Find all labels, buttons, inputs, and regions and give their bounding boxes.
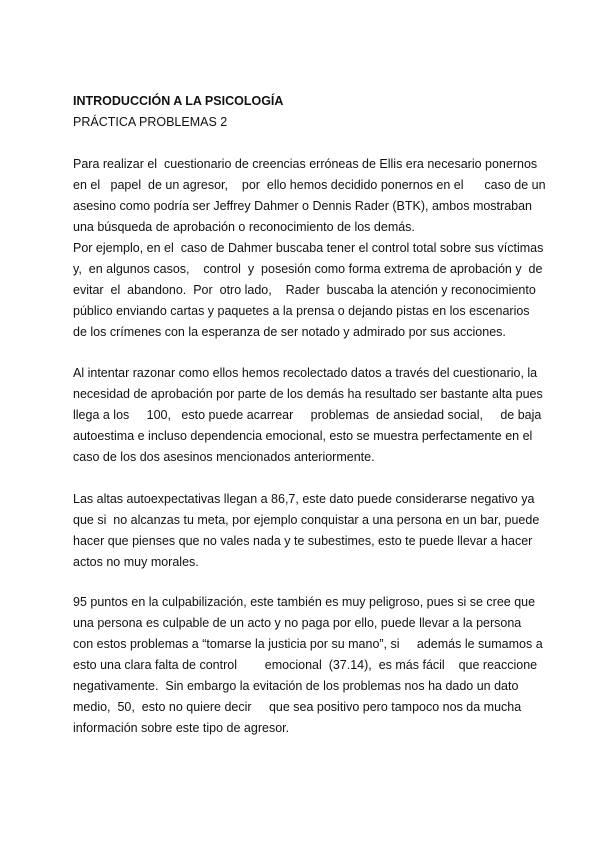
text-line: autoestima e incluso dependencia emocional, esto se muestra perfectamente en el <box>73 429 533 443</box>
text-line: de los crímenes con la esperanza de ser notado y admirado por sus acciones. <box>73 325 506 339</box>
document-title: INTRODUCCIÓN A LA PSICOLOGÍA <box>73 94 284 108</box>
paragraph-2 <box>73 363 543 468</box>
text-line: y, en algunos casos, control y posesión como forma extrema de aprobación y de <box>73 262 543 276</box>
text-line: con estos problemas a “tomarse la justicia por su mano”, si además le sumamos a <box>73 637 543 651</box>
paragraph-3 <box>73 489 540 573</box>
text-line: actos no muy morales. <box>73 555 199 569</box>
text-line: llega a los 100, esto puede acarrear problemas de ansiedad social, de baja <box>73 408 542 422</box>
text-line: Al intentar razonar como ellos hemos recolectado datos a través del cuestionario, la <box>73 366 538 380</box>
text-line: medio, 50, esto no quiere decir que sea positivo pero tampoco nos da mucha <box>73 700 522 714</box>
text-line: una persona es culpable de un acto y no paga por ello, puede llevar a la persona <box>73 616 522 630</box>
text-line: una búsqueda de aprobación o reconocimiento de los demás. <box>73 220 415 234</box>
text-line: asesino como podría ser Jeffrey Dahmer o Dennis Rader (BTK), ambos mostraban <box>73 199 532 213</box>
text-line: público enviando cartas y paquetes a la prensa o dejando pistas en los escenarios <box>73 304 530 318</box>
text-line: que si no alcanzas tu meta, por ejemplo conquistar a una persona en un bar, puede <box>73 513 540 527</box>
text-line: esto una clara falta de control emocional (37.14), es más fácil que reaccione <box>73 658 538 672</box>
paragraph-4 <box>73 592 543 739</box>
text-line: caso de los dos asesinos mencionados anteriormente. <box>73 450 375 464</box>
text-line: Las altas autoexpectativas llegan a 86,7, este dato puede considerarse negativo ya <box>73 492 535 506</box>
text-line: información sobre este tipo de agresor. <box>73 721 290 735</box>
text-line: negativamente. Sin embargo la evitación de los problemas nos ha dado un dato <box>73 679 519 693</box>
paragraph-1 <box>73 154 546 343</box>
text-line: 95 puntos en la culpabilización, este también es muy peligroso, pues si se cree que <box>73 595 536 609</box>
text-line: Para realizar el cuestionario de creencias erróneas de Ellis era necesario ponernos <box>73 157 538 171</box>
text-line: Por ejemplo, en el caso de Dahmer buscaba tener el control total sobre sus víctimas <box>73 241 544 255</box>
text-line: en el papel de un agresor, por ello hemos decidido ponernos en el caso de un <box>73 178 546 192</box>
text-line: evitar el abandono. Por otro lado, Rader buscaba la atención y reconocimiento <box>73 283 536 297</box>
text-line: necesidad de aprobación por parte de los demás ha resultado ser bastante alta pues <box>73 387 543 401</box>
document-subtitle: PRÁCTICA PROBLEMAS 2 <box>73 115 228 129</box>
text-line: hacer que pienses que no vales nada y te subestimes, esto te puede llevar a hacer <box>73 534 533 548</box>
